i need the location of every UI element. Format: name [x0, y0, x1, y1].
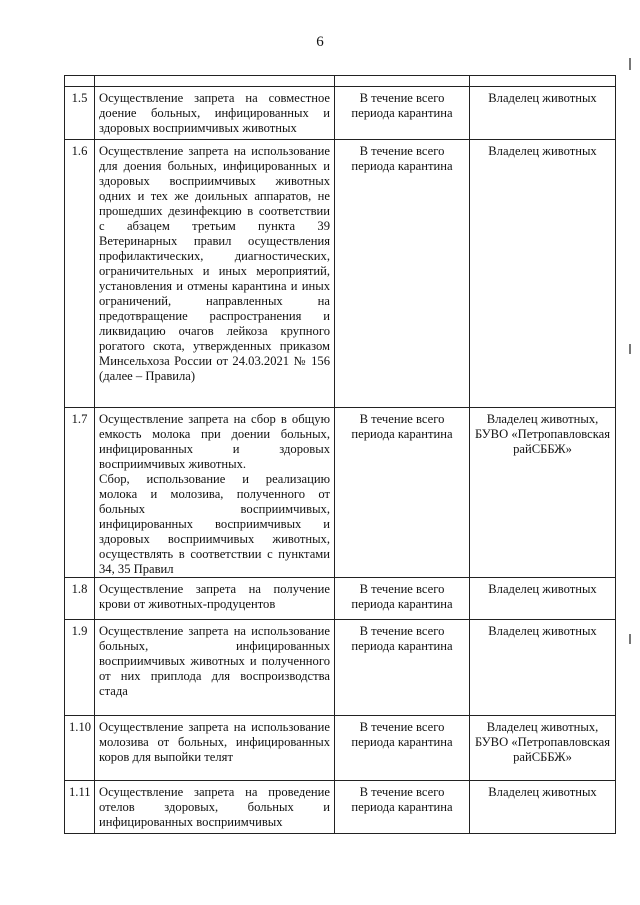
- responsible-cell: Владелец животных, БУВО «Петропавловская райСББЖ»: [470, 716, 616, 781]
- measure-cell: [95, 408, 335, 578]
- measure-cell: [95, 578, 335, 620]
- measure-text: Осуществление запрета на совместное доение больных, инфицированных и здоровых восприимчивых животных: [99, 91, 330, 135]
- responsible-cell: Владелец животных: [470, 578, 616, 620]
- table-header-row: [65, 76, 616, 87]
- table-row: [65, 781, 616, 834]
- measure-cell: [95, 87, 335, 140]
- term-cell: В течение всего периода карантина: [335, 578, 470, 620]
- measure-text: Осуществление запрета на сбор в общую емкость молока при доении больных, инфицированных и здоровых восприимчивых животных.: [99, 412, 330, 471]
- table-row: [65, 716, 616, 781]
- term-cell: В течение всего периода карантина: [335, 620, 470, 716]
- term-cell: В течение всего периода карантина: [335, 716, 470, 781]
- responsible-cell: Владелец животных: [470, 140, 616, 408]
- item-number: 1.6: [65, 140, 95, 408]
- page-number: 6: [316, 34, 324, 50]
- item-number: 1.9: [65, 620, 95, 716]
- measure-text: Осуществление запрета на получение крови от животных-продуцентов: [99, 582, 330, 611]
- table-row: [65, 620, 616, 716]
- margin-mark: [629, 634, 631, 644]
- term-cell: В течение всего периода карантина: [335, 781, 470, 834]
- margin-mark: [629, 344, 631, 354]
- table-row: [65, 87, 616, 140]
- measures-table: [64, 75, 616, 834]
- measure-text: Сбор, использование и реализацию молока и молозива, полученного от больных восприимчивых, инфицированных восприимчивых и здоровых восприимчивых животных, осуществлять в соответствии с пунктами 34, 35 Правил: [99, 472, 330, 576]
- item-number: 1.5: [65, 87, 95, 140]
- measure-text: Осуществление запрета на использование больных, инфицированных восприимчивых животных и полученного от них приплода для воспроизводства стада: [99, 624, 330, 698]
- term-cell: В течение всего периода карантина: [335, 87, 470, 140]
- measure-cell: [95, 781, 335, 834]
- measure-text: Осуществление запрета на проведение отелов здоровых, больных и инфицированных восприимчивых: [99, 785, 330, 829]
- responsible-cell: Владелец животных: [470, 620, 616, 716]
- responsible-cell: Владелец животных: [470, 781, 616, 834]
- measure-text: Осуществление запрета на использование для доения больных, инфицированных и здоровых восприимчивых животных одних и тех же доильных аппаратов, не прошедших дезинфекцию в соответствии с абзацем третьим пункта 39 Ветеринарных правил осуществления профилактических, диагностических, ограничительных и иных мероприятий, установления и отмены карантина и иных ограничений, направленных на предотвращение распространения и ликвидацию очагов лейкоза крупного рогатого скота, утвержденных приказом Минсельхоза России от 24.03.2021 № 156 (далее – Правила): [99, 144, 330, 383]
- item-number: 1.7: [65, 408, 95, 578]
- responsible-cell: Владелец животных: [470, 87, 616, 140]
- table-row: [65, 140, 616, 408]
- responsible-cell: Владелец животных, БУВО «Петропавловская райСББЖ»: [470, 408, 616, 578]
- term-cell: В течение всего периода карантина: [335, 140, 470, 408]
- measure-cell: [95, 620, 335, 716]
- table-row: [65, 408, 616, 578]
- measure-text: Осуществление запрета на использование молозива от больных, инфицированных коров для выпойки телят: [99, 720, 330, 764]
- item-number: 1.11: [65, 781, 95, 834]
- margin-mark: [629, 58, 631, 70]
- item-number: 1.10: [65, 716, 95, 781]
- measure-cell: [95, 716, 335, 781]
- term-cell: В течение всего периода карантина: [335, 408, 470, 578]
- table-row: [65, 578, 616, 620]
- measure-cell: [95, 140, 335, 408]
- item-number: 1.8: [65, 578, 95, 620]
